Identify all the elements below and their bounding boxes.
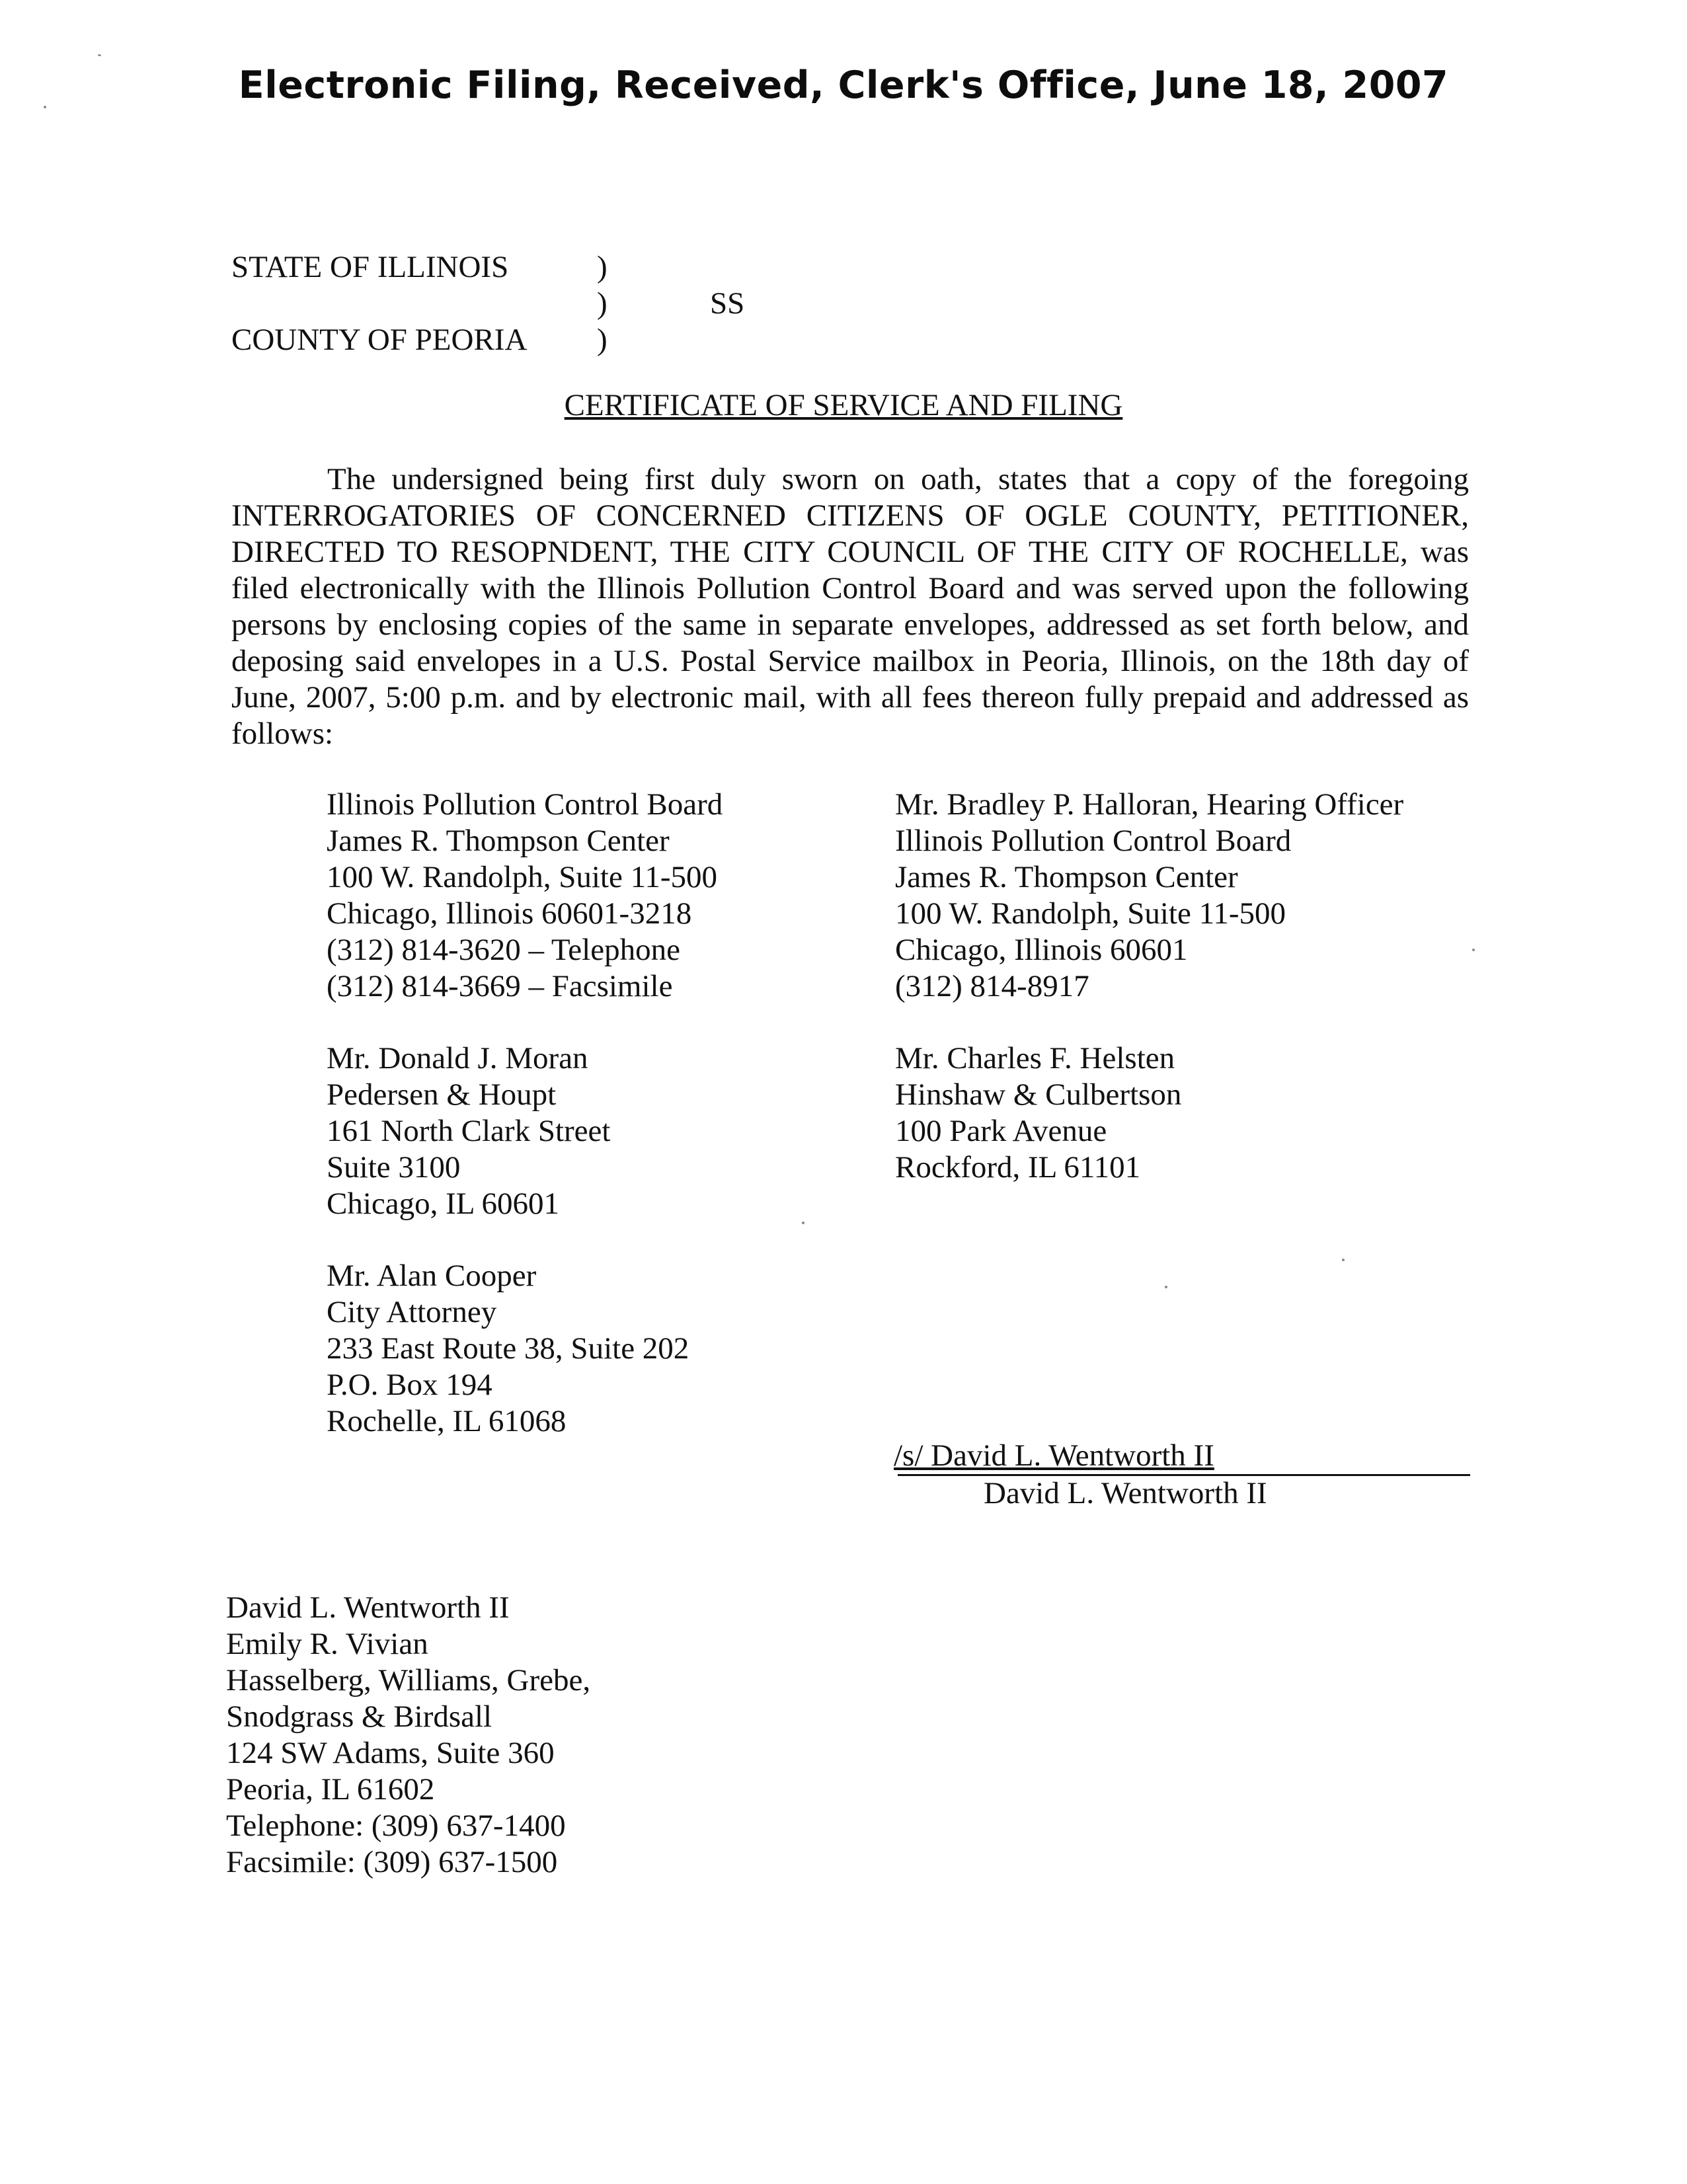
address-line: 161 North Clark Street: [327, 1114, 611, 1148]
venue-county: COUNTY OF PEORIA: [231, 323, 528, 357]
scan-speck: [1472, 949, 1475, 951]
address-line: City Attorney: [327, 1295, 497, 1329]
address-line: Mr. Alan Cooper: [327, 1259, 537, 1293]
address-line: Mr. Donald J. Moran: [327, 1041, 588, 1075]
scan-speck: [44, 106, 46, 108]
recipient-address: [327, 1040, 610, 1222]
venue-paren: ): [597, 250, 608, 284]
address-line: Chicago, Illinois 60601-3218: [327, 896, 692, 931]
address-line: Chicago, Illinois 60601: [895, 933, 1188, 967]
address-line: Rockford, IL 61101: [895, 1150, 1141, 1185]
attorney-line: Emily R. Vivian: [226, 1627, 428, 1661]
address-line: 233 East Route 38, Suite 202: [327, 1331, 689, 1366]
address-line: Illinois Pollution Control Board: [327, 787, 723, 822]
scan-speck: [98, 54, 101, 56]
attorney-line: Peoria, IL 61602: [226, 1772, 435, 1807]
address-line: Rochelle, IL 61068: [327, 1404, 567, 1438]
address-line: 100 Park Avenue: [895, 1114, 1107, 1148]
attorney-line: Snodgrass & Birdsall: [226, 1699, 492, 1734]
address-line: Chicago, IL 60601: [327, 1187, 559, 1221]
scan-speck: [1165, 1286, 1167, 1288]
address-line: James R. Thompson Center: [895, 860, 1238, 894]
attorney-block: [226, 1590, 590, 1881]
address-line: Mr. Bradley P. Halloran, Hearing Officer: [895, 787, 1404, 822]
attorney-line: Facsimile: (309) 637-1500: [226, 1845, 558, 1879]
recipient-address: [895, 787, 1403, 1005]
address-line: (312) 814-3669 – Facsimile: [327, 969, 673, 1003]
address-line: (312) 814-8917: [895, 969, 1089, 1003]
venue-paren: ): [597, 323, 608, 357]
attorney-line: Telephone: (309) 637-1400: [226, 1809, 566, 1843]
recipient-address: [895, 1040, 1181, 1186]
scan-speck: [1342, 1259, 1345, 1261]
venue-ss: SS: [710, 286, 745, 321]
recipient-address: [327, 787, 723, 1005]
venue-caption: [231, 249, 527, 358]
service-statement: The undersigned being first duly sworn on oath, states that a copy of the foregoing INTERROGATORIES OF CONCERNED CITIZENS OF OGLE COUNTY, PETITIONER, DIRECTED TO RESOPNDENT, THE CITY COUNCIL OF THE CITY OF ROCHELLE, was filed electronically with the Illinois Pollution Control Board and was served upon the following persons by enclosing copies of the same in separate envelopes, addressed as set forth below, and deposing said envelopes in a U.S. Postal Service mailbox in Peoria, Illinois, on the 18th day of June, 2007, 5:00 p.m. and by electronic mail, with all fees thereon fully prepaid and addressed as follows:: [231, 462, 1469, 751]
address-line: 100 W. Randolph, Suite 11-500: [895, 896, 1286, 931]
address-line: Illinois Pollution Control Board: [895, 824, 1292, 858]
signer-name: David L. Wentworth II: [984, 1476, 1267, 1510]
electronic-signature: /s/ David L. Wentworth II: [894, 1438, 1214, 1473]
venue-state: STATE OF ILLINOIS: [231, 250, 509, 284]
venue-brackets: [597, 249, 608, 358]
address-line: Hinshaw & Culbertson: [895, 1077, 1182, 1112]
address-line: 100 W. Randolph, Suite 11-500: [327, 860, 717, 894]
filing-stamp-header: Electronic Filing, Received, Clerk's Office, June 18, 2007: [238, 63, 1449, 107]
attorney-line: Hasselberg, Williams, Grebe,: [226, 1663, 591, 1697]
attorney-line: 124 SW Adams, Suite 360: [226, 1736, 555, 1770]
document-title: CERTIFICATE OF SERVICE AND FILING: [564, 388, 1123, 422]
venue-paren: ): [597, 286, 608, 321]
recipient-address: [327, 1258, 689, 1440]
attorney-line: David L. Wentworth II: [226, 1590, 510, 1625]
scan-speck: [802, 1222, 804, 1224]
address-line: James R. Thompson Center: [327, 824, 670, 858]
address-line: Suite 3100: [327, 1150, 461, 1185]
address-line: (312) 814-3620 – Telephone: [327, 933, 680, 967]
address-line: Mr. Charles F. Helsten: [895, 1041, 1175, 1075]
address-line: P.O. Box 194: [327, 1368, 492, 1402]
address-line: Pedersen & Houpt: [327, 1077, 557, 1112]
